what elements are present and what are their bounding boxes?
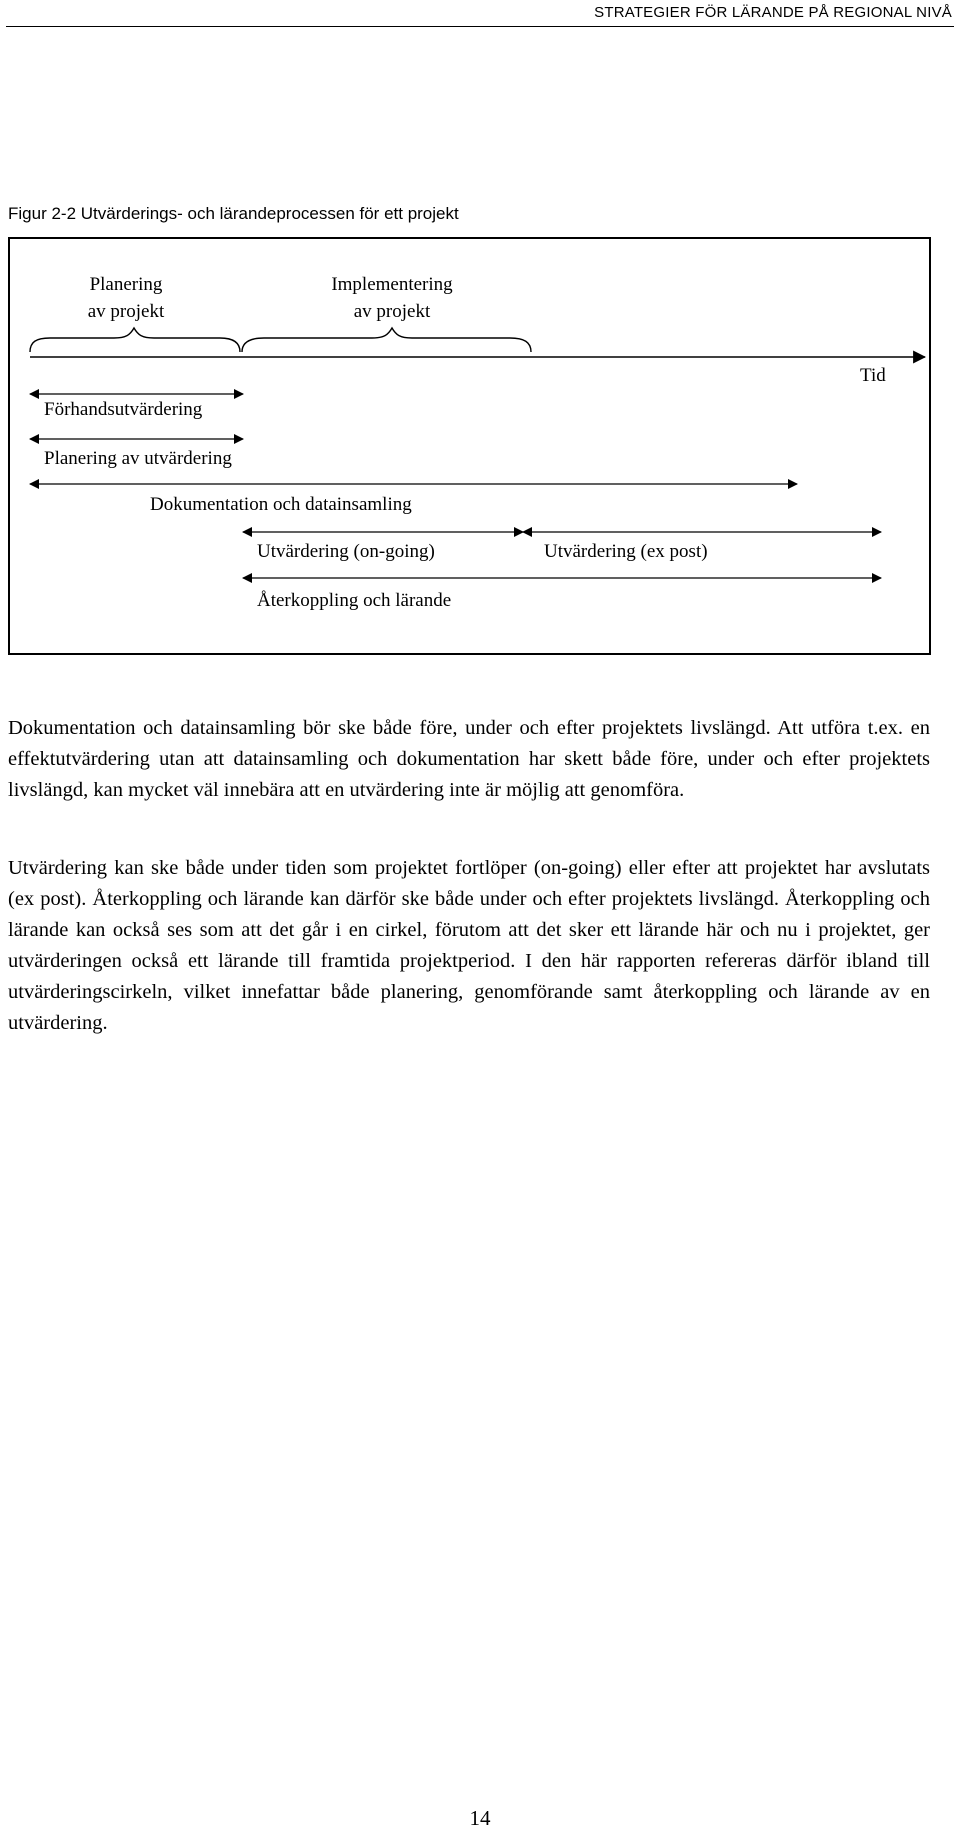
- body-paragraph-1: Dokumentation och datainsamling bör ske både före, under och efter projektets livslängd. Att utföra t.ex. en effektutvärdering utan att datainsamling och dokumentation har skett både före, under och efter projektets livslängd, kan mycket väl innebära att en utvärdering inte är möjlig att genomföra.: [8, 717, 930, 801]
- process-diagram: [8, 237, 931, 655]
- running-header: STRATEGIER FÖR LÄRANDE PÅ REGIONAL NIVÅ: [594, 4, 952, 21]
- page-number: 14: [469, 1806, 491, 1830]
- implementation-phase-label: [307, 271, 477, 325]
- documentation-label: Dokumentation och datainsamling: [150, 494, 412, 515]
- planning-phase-line1: Planering: [89, 274, 163, 295]
- planning-brace: [30, 328, 240, 352]
- feedback-learning-label: Återkoppling och lärande: [257, 590, 452, 611]
- header-rule: [6, 26, 954, 27]
- time-axis-label: Tid: [860, 365, 886, 386]
- ongoing-evaluation-label: Utvärdering (on-going): [257, 541, 435, 562]
- evaluation-planning-label: Planering av utvärdering: [44, 448, 232, 469]
- planning-phase-label: [76, 271, 176, 325]
- planning-phase-line2: av projekt: [87, 301, 165, 322]
- implementation-phase-line1: Implementering: [331, 274, 453, 295]
- body-paragraph-2: Utvärdering kan ske både under tiden som projektet fortlöper (on-going) eller efter att projektet har avslutats (ex post). Återkoppling och lärande kan därför ske både under och efter projektets livslängd. Återkoppling och lärande kan också ses som att det går i en cirkel, förutom att det sker ett lärande här och nu i projektet, ger utvärderingen också ett lärande till framtida projektperiod. I den här rapporten refereras därför ibland till utvärderingscirkeln, vilket innefattar både planering, genomförande samt återkoppling och lärande av en utvärdering.: [8, 857, 930, 1034]
- implementation-brace: [242, 328, 531, 352]
- expost-evaluation-label: Utvärdering (ex post): [544, 541, 708, 562]
- pre-evaluation-label: Förhandsutvärdering: [44, 399, 203, 420]
- implementation-phase-line2: av projekt: [353, 301, 431, 322]
- figure-caption: Figur 2-2 Utvärderings- och lärandeprocessen för ett projekt: [8, 204, 459, 223]
